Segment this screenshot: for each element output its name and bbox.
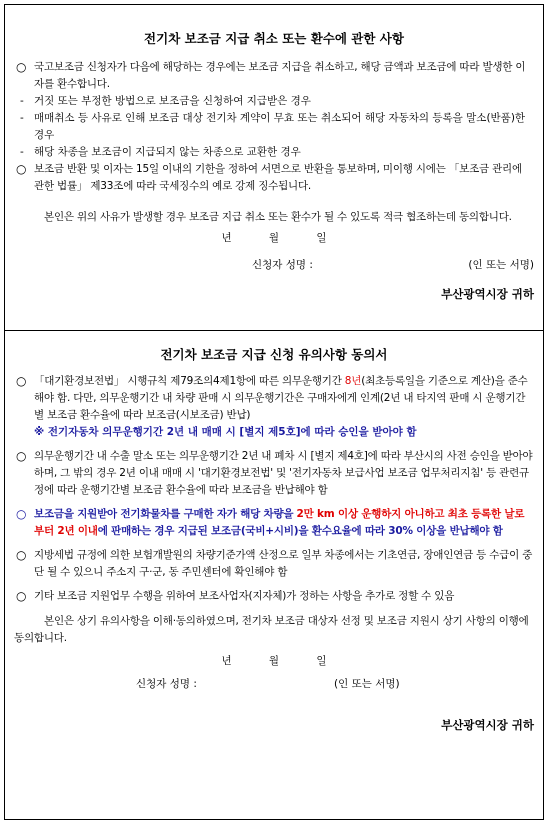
truck-condition-highlight: 2만 km 이상 운행하지 아니하고 최초 등록한 날로부터 2년 이내	[34, 508, 525, 537]
circle-bullet-icon: ○	[16, 374, 27, 388]
refund-item-1: ○ 국고보조금 신청자가 다음에 해당하는 경우에는 보조금 지급을 취소하고, 해당 금액과 보조금에 따라 발생한 이자를 환수합니다.	[16, 60, 526, 90]
refund-section-title: 전기차 보조금 지급 취소 또는 환수에 관한 사항	[144, 31, 404, 46]
refund-dash-3: - 해당 차종을 보조금이 지급되지 않는 차종으로 교환한 경우	[14, 144, 534, 161]
circle-bullet-icon: ○	[16, 60, 27, 74]
circle-bullet-icon: ○	[16, 162, 27, 176]
refund-dash-1: - 거짓 또는 부정한 방법으로 보조금을 신청하여 지급받은 경우	[14, 93, 534, 110]
precaution-item-1-note: ※ 전기자동차 의무운행기간 2년 내 매매 시 [별지 제5호]에 따라 승인을 받아야 함	[34, 426, 417, 438]
refund-date-line: 년 월 일	[221, 232, 327, 244]
refund-signature-line	[14, 257, 534, 274]
precaution-item-2: ○ 의무운행기간 내 수출 말소 또는 의무운행기간 2년 내 폐차 시 [별지 제4호]에 따라 부산시의 사전 승인을 받아야 하며, 그 밖의 경우 2년 이내 매매 시 '대기환경보전법' 및 '전기자동차 보급사업 보조금 업무처리지침' 등 관련규정에 따라 운행기간별 보조금 환수율에 따라 보조금을 반납해야 함	[16, 449, 533, 496]
applicant-name-label: 신청자 성명 :	[252, 259, 313, 271]
circle-bullet-icon: ○	[16, 589, 27, 603]
refund-section	[14, 30, 534, 303]
refund-addressee: 부산광역시장 귀하	[441, 287, 534, 301]
circle-bullet-icon: ○	[16, 507, 27, 521]
precautions-section-title: 전기차 보조금 지급 신청 유의사항 동의서	[160, 347, 388, 362]
circle-bullet-icon: ○	[16, 449, 27, 463]
sign-or-seal-label: (인 또는 서명)	[334, 678, 400, 690]
precaution-item-5: ○ 기타 보조금 지원업무 수행을 위하여 보조사업자(지자체)가 정하는 사항을 추가로 정할 수 있음	[16, 589, 455, 603]
dash-bullet-icon: -	[20, 95, 24, 107]
section-divider	[4, 330, 544, 331]
precaution-item-4: ○ 지방세법 규정에 의한 보험개발원의 차량기준가액 산정으로 일부 차종에서는 기초연금, 장애인연금 등 수급이 중단 될 수 있으니 주소지 구·군, 동 주민센터에 확인해야 함	[16, 548, 533, 578]
refund-consent-text: 본인은 위의 사유가 발생할 경우 보조금 지급 취소 또는 환수가 될 수 있도록 적극 협조하는데 동의합니다.	[44, 211, 512, 223]
precautions-consent-text: 본인은 상기 유의사항을 이해·동의하였으며, 전기차 보조금 대상자 선정 및 보조금 지원시 상기 사항의 이행에 동의합니다.	[14, 615, 529, 644]
precautions-date-line: 년 월 일	[221, 655, 327, 667]
sign-or-seal-label: (인 또는 서명)	[468, 259, 534, 271]
refund-item-2: ○ 보조금 반환 및 이자는 15일 이내의 기한을 정하여 서면으로 반환을 통보하며, 미이행 시에는 「보조금 관리에 관한 법률」 제33조에 따라 국세징수의 예로 강제 징수됩니다.	[16, 162, 522, 192]
precautions-signature-line	[14, 676, 534, 693]
refund-dash-2: - 매매취소 등 사유로 인해 보조금 대상 전기차 계약이 무효 또는 취소되어 해당 자동차의 등록을 말소(반품)한 경우	[20, 112, 526, 141]
precautions-section	[14, 346, 534, 734]
precaution-item-3: ○ 보조금을 지원받아 전기화물차를 구매한 자가 해당 차량을 2만 km 이상 운행하지 아니하고 최초 등록한 날로부터 2년 이내에 판매하는 경우 지급된 보조금(국비+시비)을 환수요율에 따라 30% 이상을 반납해야 함	[16, 507, 525, 537]
dash-bullet-icon: -	[20, 146, 24, 158]
precaution-item-1: ○ 「대기환경보전법」 시행규칙 제79조의4제1항에 따른 의무운행기간 8년(최초등록일을 기준으로 계산)을 준수해야 함. 다만, 의무운행기간 내 차량 판매 시 의무운행기간은 구매자에게 인계(2년 내 타지역 판매 시 운행기간별 보조금 환수율에 따라 보조금(시보조금) 반납)	[16, 374, 528, 421]
precautions-addressee: 부산광역시장 귀하	[441, 718, 534, 732]
dash-bullet-icon: -	[20, 112, 24, 124]
mandatory-period-highlight: 8년	[344, 375, 362, 387]
applicant-name-label: 신청자 성명 :	[136, 678, 197, 690]
circle-bullet-icon: ○	[16, 548, 27, 562]
